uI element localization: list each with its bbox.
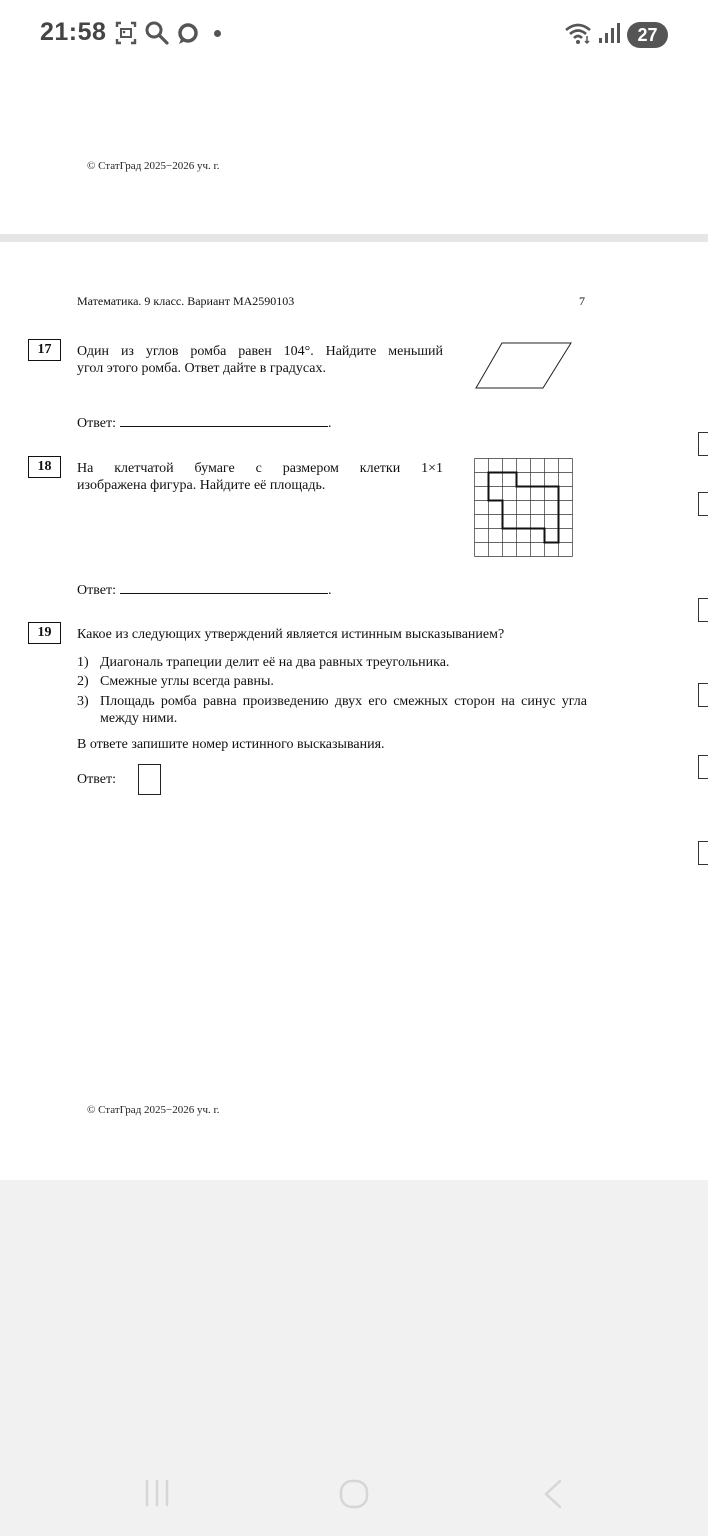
recent-apps-button[interactable] [142, 1478, 172, 1508]
question-18-text [77, 460, 443, 494]
answer-box-edge [698, 432, 708, 456]
gallery-icon [114, 20, 138, 46]
navigation-bar [0, 1440, 708, 1536]
question-number-17: 17 [28, 339, 61, 361]
clock: 21:58 [40, 18, 107, 46]
question-18-line-1: На клетчатой бумаге с размером клетки 1×1 [77, 461, 443, 476]
copyright-text: © СтатГрад 2025−2026 уч. г. [87, 160, 220, 172]
answer-row-17: Ответ: . [77, 416, 332, 431]
previous-page [0, 70, 708, 234]
answer-box-edge [698, 598, 708, 622]
grid-figure [474, 458, 574, 558]
question-17-text [77, 343, 443, 377]
page-number: 7 [579, 294, 585, 308]
page-header: Математика. 9 класс. Вариант МА2590103 [77, 294, 295, 308]
signal-icon [597, 20, 621, 46]
answer-box-19[interactable] [138, 764, 161, 795]
question-number-19: 19 [28, 622, 61, 644]
copyright-text-bottom: © СтатГрад 2025−2026 уч. г. [87, 1104, 220, 1116]
wifi-icon [563, 20, 593, 46]
question-18-line-2: изображена фигура. Найдите её площадь. [77, 478, 326, 493]
answer-box-edge [698, 683, 708, 707]
search-icon [144, 20, 170, 46]
answer-line-17[interactable] [120, 414, 328, 427]
question-17-line-1: Один из углов ромба равен 104°. Найдите меньший [77, 344, 443, 359]
answer-label-19: Ответ: [77, 772, 116, 787]
answer-line-18[interactable] [120, 581, 328, 594]
answer-label: Ответ: [77, 583, 116, 598]
answer-row-18: Ответ: . [77, 583, 332, 598]
question-19-instruction: В ответе запишите номер истинного высказывания. [77, 737, 385, 752]
status-bar [0, 0, 708, 70]
answer-box-edge [698, 841, 708, 865]
page-separator [0, 234, 708, 242]
answer-box-edge [698, 755, 708, 779]
answer-label: Ответ: [77, 416, 116, 431]
battery-indicator: 27 [627, 22, 668, 48]
notification-dot [214, 30, 221, 37]
grid-shape [489, 473, 559, 543]
question-19-text: Какое из следующих утверждений является истинным высказыванием? [77, 627, 505, 642]
answer-box-edge [698, 492, 708, 516]
document-page: Математика. 9 класс. Вариант МА2590103 7 17 Один из углов ромба равен 104°. Найдите меньший угол этого ромба. Ответ дайте в градусах. Ответ: . 18 На клетчатой бумаге с размером клетки 1×1 изображена фигура. Найдите её площадь. Ответ: . 19 Какое из следующих утверждений является истинным высказыванием? 1) Диагональ трапеции делит её на два равных треугольника. 2) Смежные углы всегда равны. 3) Площадь ромба равна произведению двух его смежных сторон на синус угла между ними. В ответе запишите номер истинного высказывания. Ответ: © СтатГрад 2025−2026 уч. г. [0, 242, 708, 1180]
chat-icon [176, 20, 200, 46]
question-17-line-2: угол этого ромба. Ответ дайте в градусах. [77, 361, 326, 376]
home-button[interactable] [338, 1478, 370, 1510]
back-button[interactable] [540, 1478, 568, 1510]
question-number-18: 18 [28, 456, 61, 478]
rhombus-figure [474, 341, 574, 391]
